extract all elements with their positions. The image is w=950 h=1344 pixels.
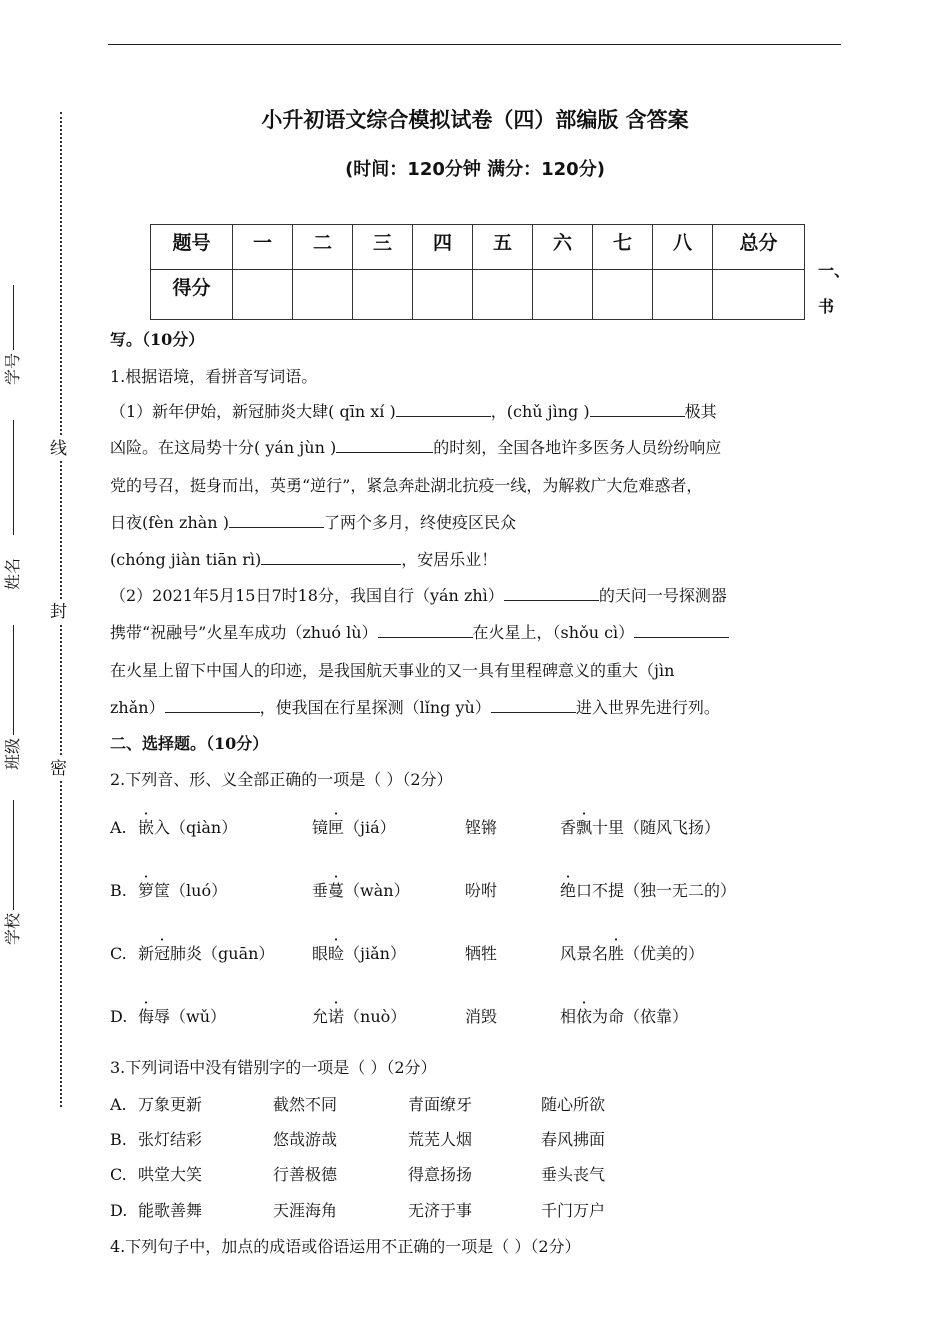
section1-heading-part3: 写。（10分） — [110, 330, 205, 349]
text: （2）2021年5月15日7时18分，我国自行（yán zhì） — [110, 586, 504, 605]
side-label-school: 学校 — [3, 912, 22, 945]
dotted-char: 箩 — [138, 881, 155, 900]
score-cell[interactable] — [233, 270, 293, 320]
option-text: （jiǎn） — [344, 944, 406, 963]
score-header-cell: 四 — [413, 225, 473, 270]
score-table-score-row — [151, 270, 805, 320]
option-text: 允 — [312, 1007, 329, 1026]
q2-option-item-2 — [312, 818, 396, 838]
score-cell[interactable] — [413, 270, 473, 320]
dotted-char: 绝 — [560, 881, 577, 900]
q3-option-word: 张灯结彩 — [138, 1130, 203, 1149]
text: 的天问一号探测器 — [598, 586, 727, 605]
q3-option-label: A. — [110, 1095, 127, 1114]
option-text: A. — [110, 818, 127, 837]
score-table-header-row — [151, 225, 805, 270]
q2-option-item-1 — [138, 1007, 226, 1027]
score-cell[interactable] — [353, 270, 413, 320]
q3-option-word: 能歌善舞 — [138, 1201, 203, 1220]
dotted-char: 飘 — [576, 818, 593, 837]
dotted-char: 冠 — [154, 944, 171, 963]
q2-option-item-1 — [138, 881, 227, 901]
q1-line-2 — [110, 438, 721, 458]
text: (chóng jiàn tiān rì) — [110, 550, 262, 569]
score-header-cell: 二 — [293, 225, 353, 270]
score-cell[interactable] — [293, 270, 353, 320]
option-text: C. — [110, 944, 127, 963]
score-cell[interactable] — [473, 270, 533, 320]
text: 极其 — [684, 402, 717, 421]
text: 日夜(fèn zhàn ) — [110, 513, 229, 532]
q1-line-9 — [110, 698, 720, 718]
q3-option-word: 哄堂大笑 — [138, 1165, 203, 1184]
answer-blank[interactable] — [590, 402, 685, 417]
seal-feng: 封 — [50, 602, 67, 622]
q3-stem: 3.下列词语中没有错别字的一项是（ ）（2分） — [110, 1058, 437, 1077]
q1-line-8: 在火星上留下中国人的印迹，是我国航天事业的又一具有里程碑意义的重大（jìn — [110, 661, 675, 680]
school-line — [13, 800, 14, 910]
class-line — [13, 625, 14, 735]
q3-option-word: 悠哉游哉 — [273, 1130, 338, 1149]
option-text: 肺炎（guān） — [170, 944, 275, 963]
option-text: 入（qiàn） — [154, 818, 238, 837]
answer-blank[interactable] — [491, 698, 576, 713]
section2-heading: 二、选择题。（10分） — [110, 734, 269, 753]
q3-option-label: B. — [110, 1130, 127, 1149]
q2-option-label — [110, 944, 127, 964]
dotted-char: 侮 — [138, 1007, 155, 1026]
score-header-cell: 总分 — [713, 225, 805, 270]
option-text: 相 — [560, 1007, 577, 1026]
score-table — [150, 224, 805, 320]
text: ，(chǔ jìng ) — [490, 402, 590, 421]
option-text: 香 — [560, 818, 577, 837]
top-rule — [108, 44, 841, 45]
name-line — [13, 420, 14, 535]
q3-option-word: 垂头丧气 — [541, 1165, 606, 1184]
q2-stem: 2.下列音、形、义全部正确的一项是（ ）（2分） — [110, 770, 453, 789]
text: ，安居乐业！ — [401, 550, 498, 569]
q3-option-word: 荒芜人烟 — [408, 1130, 473, 1149]
q3-option-word: 春风拂面 — [541, 1130, 606, 1149]
answer-blank[interactable] — [261, 550, 401, 565]
text: zhǎn） — [110, 698, 165, 717]
section1-heading-part1: 一、 — [818, 261, 851, 280]
answer-blank[interactable] — [229, 513, 324, 528]
q3-option-word: 无济于事 — [408, 1201, 473, 1220]
q2-option-label — [110, 1007, 127, 1027]
q3-option-word: 行善极德 — [273, 1165, 338, 1184]
answer-blank[interactable] — [634, 623, 729, 638]
option-text: 风景名 — [560, 944, 609, 963]
option-text: 垂 — [312, 881, 329, 900]
text: 进入世界先进行列。 — [575, 698, 720, 717]
dotted-char: 蔓 — [328, 881, 345, 900]
option-text: 吩咐 — [465, 881, 498, 900]
page-title: 小升初语文综合模拟试卷（四）部编版 含答案 — [261, 108, 689, 132]
q2-option-item-4 — [560, 881, 736, 901]
text: 携带“祝融号”火星车成功（zhuó lù） — [110, 623, 378, 642]
option-text: 铿锵 — [465, 818, 498, 837]
q2-option-item-3 — [465, 818, 497, 838]
q3-option-word: 截然不同 — [273, 1095, 338, 1114]
q2-option-item-3 — [465, 1007, 497, 1027]
dotted-char: 胜 — [608, 944, 625, 963]
q1-line-7 — [110, 623, 729, 643]
text: 在火星上，（shǒu cì） — [472, 623, 635, 642]
q2-option-item-3 — [465, 944, 497, 964]
text: （1）新年伊始，新冠肺炎大肆( — [110, 402, 335, 421]
answer-blank[interactable] — [336, 438, 433, 453]
q3-option-label: D. — [110, 1201, 128, 1220]
score-cell[interactable] — [713, 270, 805, 320]
q4-stem: 4.下列句子中，加点的成语或俗语运用不正确的一项是（ ）（2分） — [110, 1237, 581, 1256]
section1-heading-part2: 书 — [818, 297, 835, 316]
q2-option-item-4 — [560, 1007, 688, 1027]
q2-option-item-4 — [560, 818, 720, 838]
option-text: 镜 — [312, 818, 329, 837]
q1-line-6 — [110, 586, 727, 606]
score-cell[interactable] — [533, 270, 593, 320]
score-header-cell: 七 — [593, 225, 653, 270]
option-text: 十里（随风飞扬） — [592, 818, 721, 837]
text: ) — [329, 438, 337, 457]
seal-mi: 密 — [50, 759, 67, 779]
text: 的时刻，全国各地许多医务人员纷纷响应 — [433, 438, 722, 457]
answer-blank[interactable] — [504, 586, 599, 601]
q3-option-word: 天涯海角 — [273, 1201, 338, 1220]
q3-option-word: 青面缭牙 — [408, 1095, 473, 1114]
answer-blank[interactable] — [396, 402, 491, 417]
pinyin: qīn xí — [334, 402, 390, 421]
dotted-char: 睑 — [328, 944, 345, 963]
option-text: 牺牲 — [465, 944, 498, 963]
q2-option-label — [110, 818, 127, 838]
option-text: 消毁 — [465, 1007, 498, 1026]
q2-option-item-1 — [138, 944, 274, 964]
score-header-cell: 题号 — [151, 225, 233, 270]
option-text: 口不提（独一无二的） — [576, 881, 737, 900]
number-line — [13, 285, 14, 350]
text: 了两个多月，终使疫区民众 — [323, 513, 516, 532]
q1-line-1 — [110, 402, 717, 422]
dotted-char: 诺 — [328, 1007, 345, 1026]
side-label-number: 学号 — [3, 352, 22, 385]
pinyin: yán jùn — [260, 438, 330, 457]
q1-line-3: 党的号召，挺身而出，英勇“逆行”，紧急奔赴湖北抗疫一线，为解救广大危难惑者， — [110, 476, 703, 495]
q2-option-item-4 — [560, 944, 704, 964]
option-text: 新 — [138, 944, 155, 963]
text: 凶险。在这局势十分( — [110, 438, 261, 457]
text: ，使我国在行星探测（lǐng yù） — [259, 698, 491, 717]
option-text: B. — [110, 881, 127, 900]
side-label-name: 姓名 — [3, 557, 22, 590]
page-subtitle: (时间：120分钟 满分：120分) — [345, 159, 605, 180]
dotted-char: 嵌 — [138, 818, 155, 837]
score-header-cell: 一 — [233, 225, 293, 270]
answer-blank[interactable] — [378, 623, 473, 638]
dotted-char: 匣 — [328, 818, 345, 837]
score-cell[interactable] — [593, 270, 653, 320]
score-header-cell: 三 — [353, 225, 413, 270]
score-header-cell: 八 — [653, 225, 713, 270]
option-text: 眼 — [312, 944, 329, 963]
q3-option-word: 千门万户 — [541, 1201, 606, 1220]
q3-option-word: 得意扬扬 — [408, 1165, 473, 1184]
q2-option-item-1 — [138, 818, 237, 838]
q2-option-item-2 — [312, 944, 406, 964]
q1-line-4 — [110, 513, 516, 533]
q1-stem: 1.根据语境，看拼音写词语。 — [110, 367, 318, 386]
side-label-class: 班级 — [3, 737, 22, 770]
answer-blank[interactable] — [165, 698, 260, 713]
option-text: 为命（依靠） — [592, 1007, 689, 1026]
q2-option-item-2 — [312, 1007, 406, 1027]
option-text: （优美的） — [624, 944, 705, 963]
option-text: 辱（wǔ） — [154, 1007, 227, 1026]
score-row-label: 得分 — [151, 270, 233, 320]
score-cell[interactable] — [653, 270, 713, 320]
score-header-cell: 五 — [473, 225, 533, 270]
q2-option-label — [110, 881, 127, 901]
q2-option-item-3 — [465, 881, 497, 901]
option-text: （jiá） — [344, 818, 396, 837]
dotted-char: 依 — [576, 1007, 593, 1026]
score-header-cell: 六 — [533, 225, 593, 270]
q3-option-word: 随心所欲 — [541, 1095, 606, 1114]
q2-option-item-2 — [312, 881, 410, 901]
option-text: D. — [110, 1007, 128, 1026]
option-text: （nuò） — [344, 1007, 407, 1026]
q1-line-5 — [110, 550, 497, 570]
q3-option-label: C. — [110, 1165, 127, 1184]
seal-xian: 线 — [50, 439, 67, 459]
text: ) — [389, 402, 396, 421]
option-text: （wàn） — [344, 881, 410, 900]
option-text: 筐（luó） — [154, 881, 228, 900]
q3-option-word: 万象更新 — [138, 1095, 203, 1114]
